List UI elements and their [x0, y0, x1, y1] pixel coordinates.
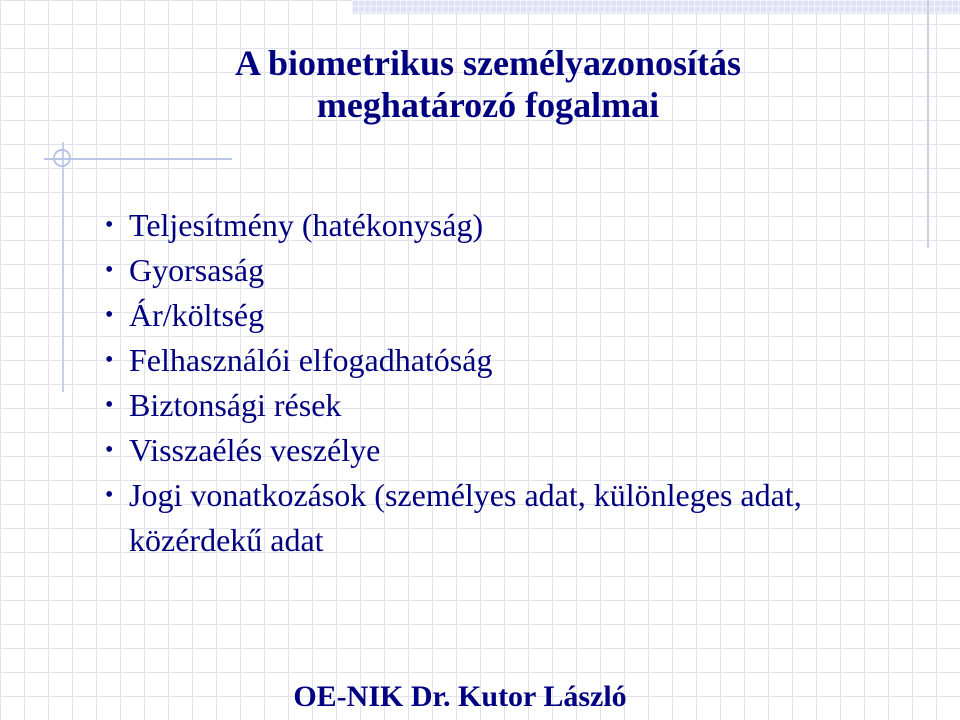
bullet-text: Felhasználói elfogadhatóság [129, 342, 493, 378]
bullet-dot-icon: • [105, 212, 114, 238]
bullet-dot-icon: • [105, 482, 114, 508]
bullet-text: Gyorsaság [129, 252, 265, 288]
slide-title [0, 42, 960, 126]
bullet-item [104, 248, 924, 293]
slide-footer: OE-NIK Dr. Kutor László [293, 680, 627, 713]
slide-title-line-2: meghatározó fogalmai [316, 85, 660, 125]
bullet-text: Visszaélés veszélye [129, 432, 381, 468]
ornament-horizontal-line [66, 158, 232, 160]
bullet-item [104, 293, 924, 338]
bullet-dot-icon: • [105, 257, 114, 283]
bullet-dot-icon: • [105, 347, 114, 373]
ornament-circle-icon [53, 149, 71, 167]
top-decorative-band [352, 0, 960, 14]
bullet-dot-icon: • [105, 302, 114, 328]
ornament-vertical-line [62, 142, 64, 392]
bullet-dot-icon: • [105, 437, 114, 463]
bullet-item [104, 383, 924, 428]
bullet-text: Jogi vonatkozások (személyes adat, különleges adat, közérdekű adat [129, 477, 802, 558]
bullet-dot-icon: • [105, 392, 114, 418]
bullet-text: Teljesítmény (hatékonyság) [129, 207, 484, 243]
bullet-item [104, 338, 924, 383]
bullet-item [104, 428, 924, 473]
bullet-text: Biztonsági rések [129, 387, 342, 423]
slide-title-line-1: A biometrikus személyazonosítás [235, 43, 741, 83]
bullet-text: Ár/költség [129, 297, 265, 333]
bullet-list [104, 203, 924, 563]
bullet-item [104, 203, 924, 248]
bullet-item [104, 473, 924, 563]
